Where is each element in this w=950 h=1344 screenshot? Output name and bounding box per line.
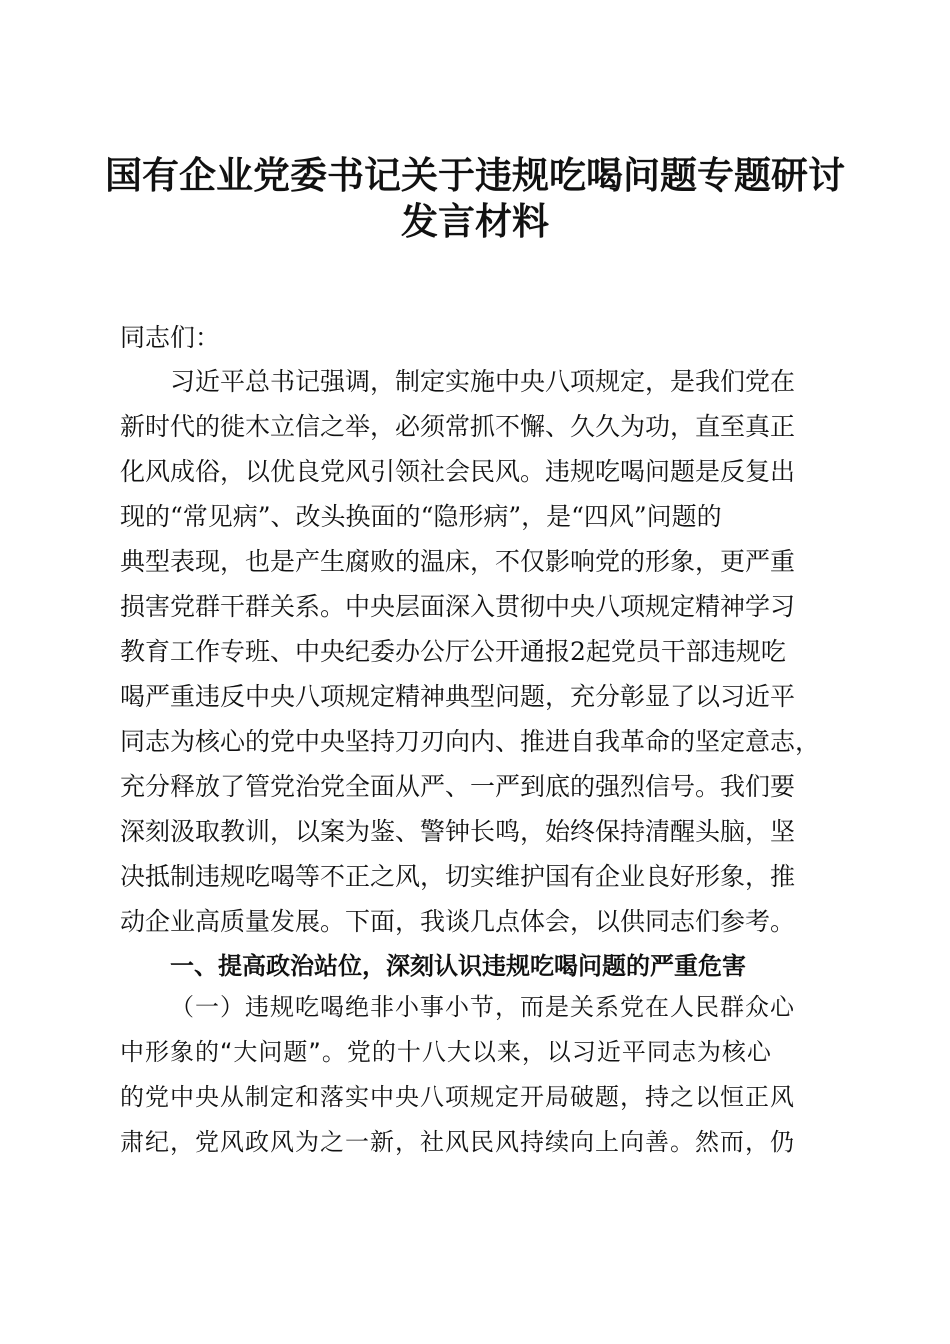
- paragraph-line: （一）违规吃喝绝非小事小节，而是关系党在人民群众心: [170, 993, 795, 1021]
- paragraph-section-1-1: [120, 985, 830, 1165]
- document-title-line-2: 发言材料: [401, 199, 549, 243]
- paragraph-line: 动企业高质量发展。下面，我谈几点体会，以供同志们参考。: [120, 907, 796, 936]
- paragraph-line: 中形象的“大问题”。党的十八大以来，以习近平同志为核心: [120, 1038, 772, 1066]
- paragraph-line: 化风成俗，以优良党风引领社会民风。违规吃喝问题是反复出: [120, 457, 796, 486]
- paragraph-intro: [120, 359, 830, 944]
- paragraph-line: 充分释放了管党治党全面从严、一严到底的强烈信号。我们要: [120, 772, 796, 801]
- paragraph-line: 深刻汲取教训，以案为鉴、警钟长鸣，始终保持清醒头脑，坚: [120, 817, 796, 846]
- paragraph-line: 习近平总书记强调，制定实施中央八项规定，是我们党在: [170, 367, 796, 396]
- paragraph-line: 同志为核心的党中央坚持刀刃向内、推进自我革命的坚定意志，: [120, 727, 821, 756]
- paragraph-line: 新时代的徙木立信之举，必须常抓不懈、久久为功，直至真正: [120, 412, 796, 441]
- paragraph-line: 肃纪，党风政风为之一新，社风民风持续向上向善。然而，仍: [120, 1128, 795, 1156]
- paragraph-line: 典型表现，也是产生腐败的温床，不仅影响党的形象，更严重: [120, 547, 796, 576]
- paragraph-line: 的党中央从制定和落实中央八项规定开局破题，持之以恒正风: [120, 1083, 795, 1111]
- section-heading-1: 一、提高政治站位，深刻认识违规吃喝问题的严重危害: [170, 952, 746, 980]
- salutation: 同志们：: [120, 323, 221, 352]
- paragraph-line: 教育工作专班、中央纪委办公厅公开通报2起党员干部违规吃: [120, 637, 786, 666]
- paragraph-line: 决抵制违规吃喝等不正之风，切实维护国有企业良好形象，推: [120, 862, 796, 891]
- paragraph-line: 现的“常见病”、改头换面的“隐形病”，是“四风”问题的: [120, 502, 722, 531]
- paragraph-line: 损害党群干群关系。中央层面深入贯彻中央八项规定精神学习: [120, 592, 796, 621]
- document-title-line-1: 国有企业党委书记关于违规吃喝问题专题研讨: [105, 153, 845, 197]
- paragraph-line: 喝严重违反中央八项规定精神典型问题，充分彰显了以习近平: [120, 682, 796, 711]
